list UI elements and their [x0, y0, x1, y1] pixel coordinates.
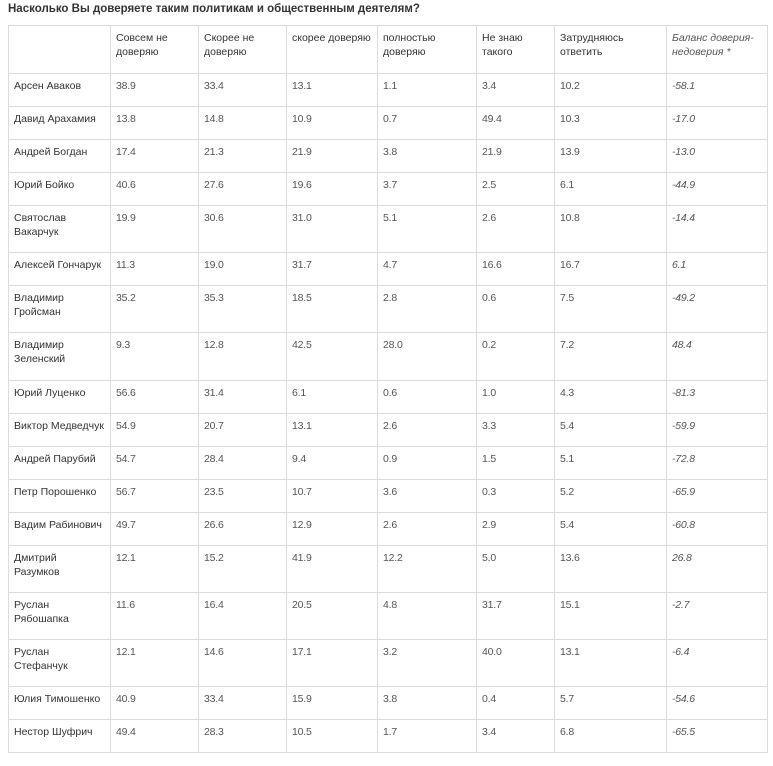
- value-cell: 26.6: [199, 513, 287, 546]
- value-cell: 12.9: [287, 513, 378, 546]
- balance-cell: 48.4: [667, 333, 768, 381]
- balance-cell: 26.8: [667, 546, 768, 593]
- value-cell: 13.9: [555, 140, 667, 173]
- value-cell: 0.9: [378, 447, 477, 480]
- table-row: [9, 333, 768, 381]
- value-cell: 16.6: [477, 253, 555, 286]
- balance-cell: -49.2: [667, 286, 768, 333]
- value-cell: 41.9: [287, 546, 378, 593]
- value-cell: 0.6: [477, 286, 555, 333]
- value-cell: 10.3: [555, 107, 667, 140]
- column-header-full-trust: полностью доверяю: [378, 26, 477, 74]
- value-cell: 0.2: [477, 333, 555, 381]
- value-cell: 3.3: [477, 414, 555, 447]
- value-cell: 15.1: [555, 593, 667, 640]
- value-cell: 15.9: [287, 687, 378, 720]
- value-cell: 49.7: [111, 513, 199, 546]
- value-cell: 10.9: [287, 107, 378, 140]
- balance-cell: -59.9: [667, 414, 768, 447]
- value-cell: 13.1: [287, 74, 378, 107]
- balance-cell: -60.8: [667, 513, 768, 546]
- value-cell: 12.1: [111, 640, 199, 687]
- value-cell: 42.5: [287, 333, 378, 381]
- table-row: [9, 546, 768, 593]
- page-title: Насколько Вы доверяете таким политикам и общественным деятелям?: [8, 3, 420, 15]
- value-cell: 2.6: [477, 206, 555, 253]
- value-cell: 21.3: [199, 140, 287, 173]
- value-cell: 40.9: [111, 687, 199, 720]
- value-cell: 2.8: [378, 286, 477, 333]
- table-row: [9, 107, 768, 140]
- value-cell: 2.6: [378, 513, 477, 546]
- value-cell: 6.1: [555, 173, 667, 206]
- value-cell: 54.7: [111, 447, 199, 480]
- value-cell: 14.8: [199, 107, 287, 140]
- value-cell: 5.4: [555, 513, 667, 546]
- table-row: [9, 720, 768, 753]
- value-cell: 12.1: [111, 546, 199, 593]
- table-row: [9, 414, 768, 447]
- value-cell: 10.7: [287, 480, 378, 513]
- value-cell: 0.7: [378, 107, 477, 140]
- value-cell: 13.6: [555, 546, 667, 593]
- column-header-dont-know: Не знаю такого: [477, 26, 555, 74]
- politician-name: Петр Порошенко: [9, 480, 111, 513]
- balance-cell: -14.4: [667, 206, 768, 253]
- value-cell: 35.2: [111, 286, 199, 333]
- value-cell: 0.3: [477, 480, 555, 513]
- table-row: [9, 74, 768, 107]
- balance-cell: -54.6: [667, 687, 768, 720]
- value-cell: 19.0: [199, 253, 287, 286]
- balance-cell: -81.3: [667, 381, 768, 414]
- politician-name: Юрий Луценко: [9, 381, 111, 414]
- value-cell: 33.4: [199, 687, 287, 720]
- politician-name: Андрей Богдан: [9, 140, 111, 173]
- politician-name: Давид Арахамия: [9, 107, 111, 140]
- value-cell: 5.1: [378, 206, 477, 253]
- value-cell: 7.2: [555, 333, 667, 381]
- value-cell: 3.4: [477, 74, 555, 107]
- value-cell: 2.5: [477, 173, 555, 206]
- politician-name: Нестор Шуфрич: [9, 720, 111, 753]
- value-cell: 4.7: [378, 253, 477, 286]
- value-cell: 16.7: [555, 253, 667, 286]
- value-cell: 28.3: [199, 720, 287, 753]
- politician-name: Юрий Бойко: [9, 173, 111, 206]
- value-cell: 15.2: [199, 546, 287, 593]
- balance-cell: -2.7: [667, 593, 768, 640]
- balance-cell: -13.0: [667, 140, 768, 173]
- value-cell: 28.0: [378, 333, 477, 381]
- balance-cell: -6.4: [667, 640, 768, 687]
- value-cell: 10.8: [555, 206, 667, 253]
- value-cell: 4.3: [555, 381, 667, 414]
- politician-name: Вадим Рабинович: [9, 513, 111, 546]
- value-cell: 13.1: [287, 414, 378, 447]
- value-cell: 17.1: [287, 640, 378, 687]
- value-cell: 33.4: [199, 74, 287, 107]
- value-cell: 54.9: [111, 414, 199, 447]
- value-cell: 6.1: [287, 381, 378, 414]
- value-cell: 10.2: [555, 74, 667, 107]
- column-header-rather-no-trust: Скорее не доверяю: [199, 26, 287, 74]
- value-cell: 5.0: [477, 546, 555, 593]
- politician-name: Владимир Гройсман: [9, 286, 111, 333]
- value-cell: 31.7: [477, 593, 555, 640]
- table-row: [9, 593, 768, 640]
- trust-table: [8, 25, 768, 753]
- value-cell: 2.9: [477, 513, 555, 546]
- value-cell: 16.4: [199, 593, 287, 640]
- value-cell: 9.4: [287, 447, 378, 480]
- value-cell: 0.4: [477, 687, 555, 720]
- value-cell: 35.3: [199, 286, 287, 333]
- value-cell: 3.8: [378, 687, 477, 720]
- value-cell: 13.8: [111, 107, 199, 140]
- value-cell: 49.4: [111, 720, 199, 753]
- value-cell: 20.7: [199, 414, 287, 447]
- value-cell: 30.6: [199, 206, 287, 253]
- politician-name: Виктор Медведчук: [9, 414, 111, 447]
- value-cell: 31.4: [199, 381, 287, 414]
- value-cell: 49.4: [477, 107, 555, 140]
- value-cell: 23.5: [199, 480, 287, 513]
- value-cell: 56.7: [111, 480, 199, 513]
- table-row: [9, 140, 768, 173]
- value-cell: 3.8: [378, 140, 477, 173]
- politician-name: Руслан Стефанчук: [9, 640, 111, 687]
- value-cell: 0.6: [378, 381, 477, 414]
- value-cell: 40.0: [477, 640, 555, 687]
- table-row: [9, 513, 768, 546]
- value-cell: 3.4: [477, 720, 555, 753]
- table-header-row: [9, 26, 768, 74]
- balance-cell: -65.5: [667, 720, 768, 753]
- politician-name: Юлия Тимошенко: [9, 687, 111, 720]
- value-cell: 1.5: [477, 447, 555, 480]
- value-cell: 20.5: [287, 593, 378, 640]
- value-cell: 7.5: [555, 286, 667, 333]
- value-cell: 2.6: [378, 414, 477, 447]
- table-row: [9, 381, 768, 414]
- column-header-no-trust: Совсем не доверяю: [111, 26, 199, 74]
- value-cell: 3.6: [378, 480, 477, 513]
- balance-cell: -44.9: [667, 173, 768, 206]
- value-cell: 13.1: [555, 640, 667, 687]
- value-cell: 11.6: [111, 593, 199, 640]
- table-row: [9, 480, 768, 513]
- table-row: [9, 447, 768, 480]
- politician-name: Арсен Аваков: [9, 74, 111, 107]
- table-row: [9, 640, 768, 687]
- value-cell: 1.1: [378, 74, 477, 107]
- table-row: [9, 173, 768, 206]
- politician-name: Дмитрий Разумков: [9, 546, 111, 593]
- value-cell: 6.8: [555, 720, 667, 753]
- balance-cell: -65.9: [667, 480, 768, 513]
- column-header-rather-trust: скорее доверяю: [287, 26, 378, 74]
- politician-name: Андрей Парубий: [9, 447, 111, 480]
- table-row: [9, 253, 768, 286]
- value-cell: 27.6: [199, 173, 287, 206]
- value-cell: 38.9: [111, 74, 199, 107]
- balance-cell: -72.8: [667, 447, 768, 480]
- politician-name: Владимир Зеленский: [9, 333, 111, 381]
- table-row: [9, 286, 768, 333]
- value-cell: 31.7: [287, 253, 378, 286]
- value-cell: 31.0: [287, 206, 378, 253]
- politician-name: Алексей Гончарук: [9, 253, 111, 286]
- value-cell: 18.5: [287, 286, 378, 333]
- value-cell: 10.5: [287, 720, 378, 753]
- value-cell: 5.1: [555, 447, 667, 480]
- column-header-hard-to-say: Затрудняюсь ответить: [555, 26, 667, 74]
- value-cell: 21.9: [287, 140, 378, 173]
- value-cell: 5.7: [555, 687, 667, 720]
- balance-cell: -17.0: [667, 107, 768, 140]
- column-header-balance: Баланс доверия-недоверия *: [667, 26, 768, 74]
- value-cell: 17.4: [111, 140, 199, 173]
- value-cell: 3.7: [378, 173, 477, 206]
- value-cell: 5.4: [555, 414, 667, 447]
- balance-cell: -58.1: [667, 74, 768, 107]
- column-header-name: [9, 26, 111, 74]
- value-cell: 21.9: [477, 140, 555, 173]
- value-cell: 4.8: [378, 593, 477, 640]
- value-cell: 19.6: [287, 173, 378, 206]
- value-cell: 14.6: [199, 640, 287, 687]
- balance-cell: 6.1: [667, 253, 768, 286]
- value-cell: 1.0: [477, 381, 555, 414]
- table-row: [9, 687, 768, 720]
- table-row: [9, 206, 768, 253]
- value-cell: 28.4: [199, 447, 287, 480]
- value-cell: 12.2: [378, 546, 477, 593]
- value-cell: 3.2: [378, 640, 477, 687]
- value-cell: 19.9: [111, 206, 199, 253]
- value-cell: 11.3: [111, 253, 199, 286]
- value-cell: 12.8: [199, 333, 287, 381]
- value-cell: 40.6: [111, 173, 199, 206]
- value-cell: 5.2: [555, 480, 667, 513]
- politician-name: Руслан Рябошапка: [9, 593, 111, 640]
- politician-name: Святослав Вакарчук: [9, 206, 111, 253]
- value-cell: 9.3: [111, 333, 199, 381]
- value-cell: 1.7: [378, 720, 477, 753]
- value-cell: 56.6: [111, 381, 199, 414]
